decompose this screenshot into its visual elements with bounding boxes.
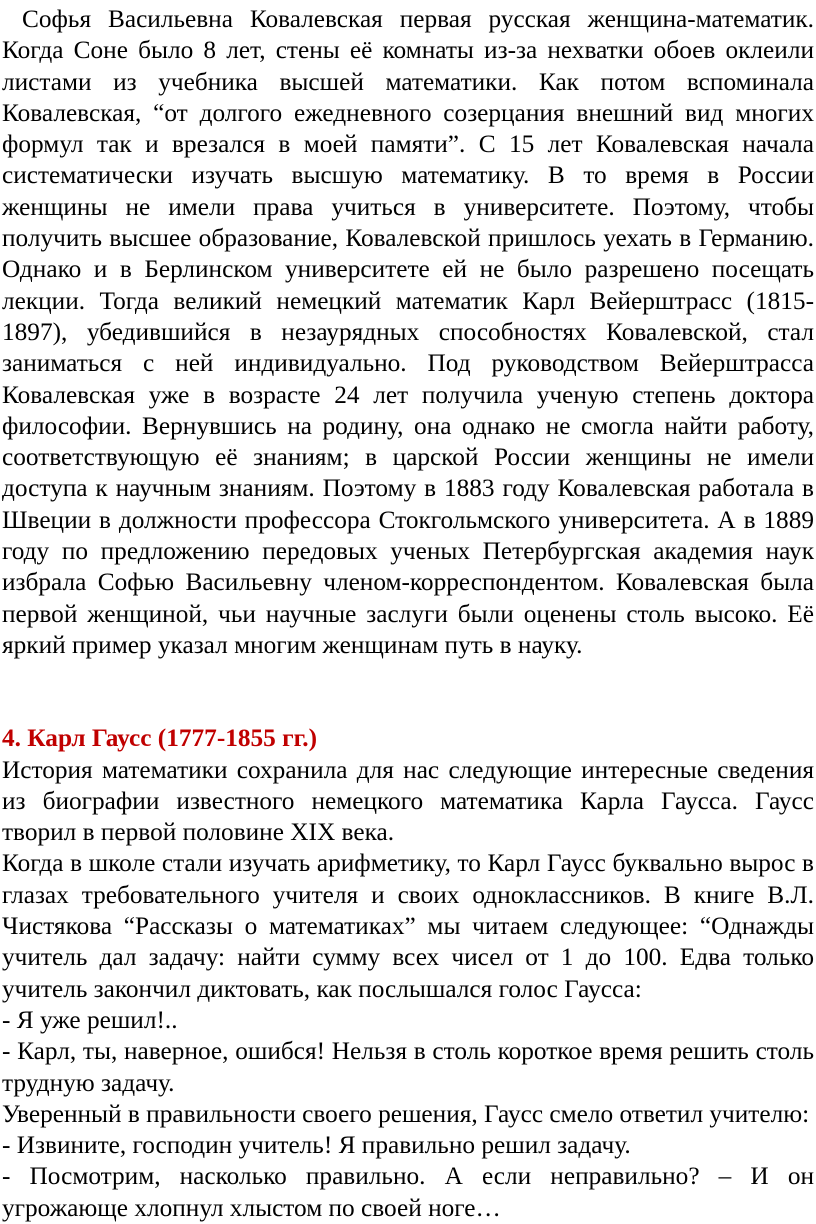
gauss-section-heading: 4. Карл Гаусс (1777-1855 гг.) [2,724,318,753]
gauss-intro-paragraph: История математики сохранила для нас следующие интересные сведения из биографии известного немецкого математика Карла Гаусса. Гаусс творил в первой половине XIX века. [2,755,814,847]
dialogue-line: - Я уже решил!.. [2,1005,178,1034]
dialogue-line: - Посмотрим, насколько правильно. А если неправильно? – И он угрожающе хлопнул хлыстом по своей ноге… [2,1162,814,1222]
dialogue-line: - Извините, господин учитель! Я правильно решил задачу. [2,1131,631,1160]
dialogue-line: - Карл, ты, наверное, ошибся! Нельзя в столь короткое время решить столь трудную задачу. [2,1037,814,1097]
narration-line: Уверенный в правильности своего решения, Гаусс смело ответил учителю: [2,1099,810,1128]
gauss-story-paragraph: Когда в школе стали изучать арифметику, то Карл Гаусс буквально вырос в глазах требовательного учителя и своих одноклассников. В книге В.Л. Чистякова “Рассказы о математиках” мы читаем следующее: “Однажды учитель дал задачу: найти сумму всех чисел от 1 до 100. Едва только учитель закончил диктовать, как послышался голос Гаусса: [2,849,814,1003]
section-spacer [2,661,814,723]
kovalevskaya-paragraph: Софья Васильевна Ковалевская первая русская женщина-математик. Когда Соне было 8 лет, стены её комнаты из-за нехватки обоев оклеили листами из учебника высшей математики. Как потом вспоминала Ковалевская, “от долгого ежедневного созерцания внешний вид многих формул так и врезался в моей памяти”. С 15 лет Ковалевская начала систематически изучать высшую математику. В то время в России женщины не имели права учиться в университете. Поэтому, чтобы получить высшее образование, Ковалевской пришлось уехать в Германию. Однако и в Берлинском университете ей не было разрешено посещать лекции. Тогда великий немецкий математик Карл Вейерштрасс (1815-1897), убедившийся в незаурядных способностях Ковалевской, стал заниматься с ней индивидуально. Под руководством Вейерштрасса Ковалевская уже в возрасте 24 лет получила ученую степень доктора философии. Вернувшись на родину, она однако не смогла найти работу, соответствующую её знаниям; в царской России женщины не имели доступа к научным знаниям. Поэтому в 1883 году Ковалевская работала в Швеции в должности профессора Стокгольмского университета. А в 1889 году по предложению передовых ученых Петербургская академия наук избрала Софью Васильевну членом-корреспондентом. Ковалевская была первой женщиной, чьи научные заслуги были оценены столь высоко. Её яркий пример указал многим женщинам путь в науку. [2,5,814,659]
